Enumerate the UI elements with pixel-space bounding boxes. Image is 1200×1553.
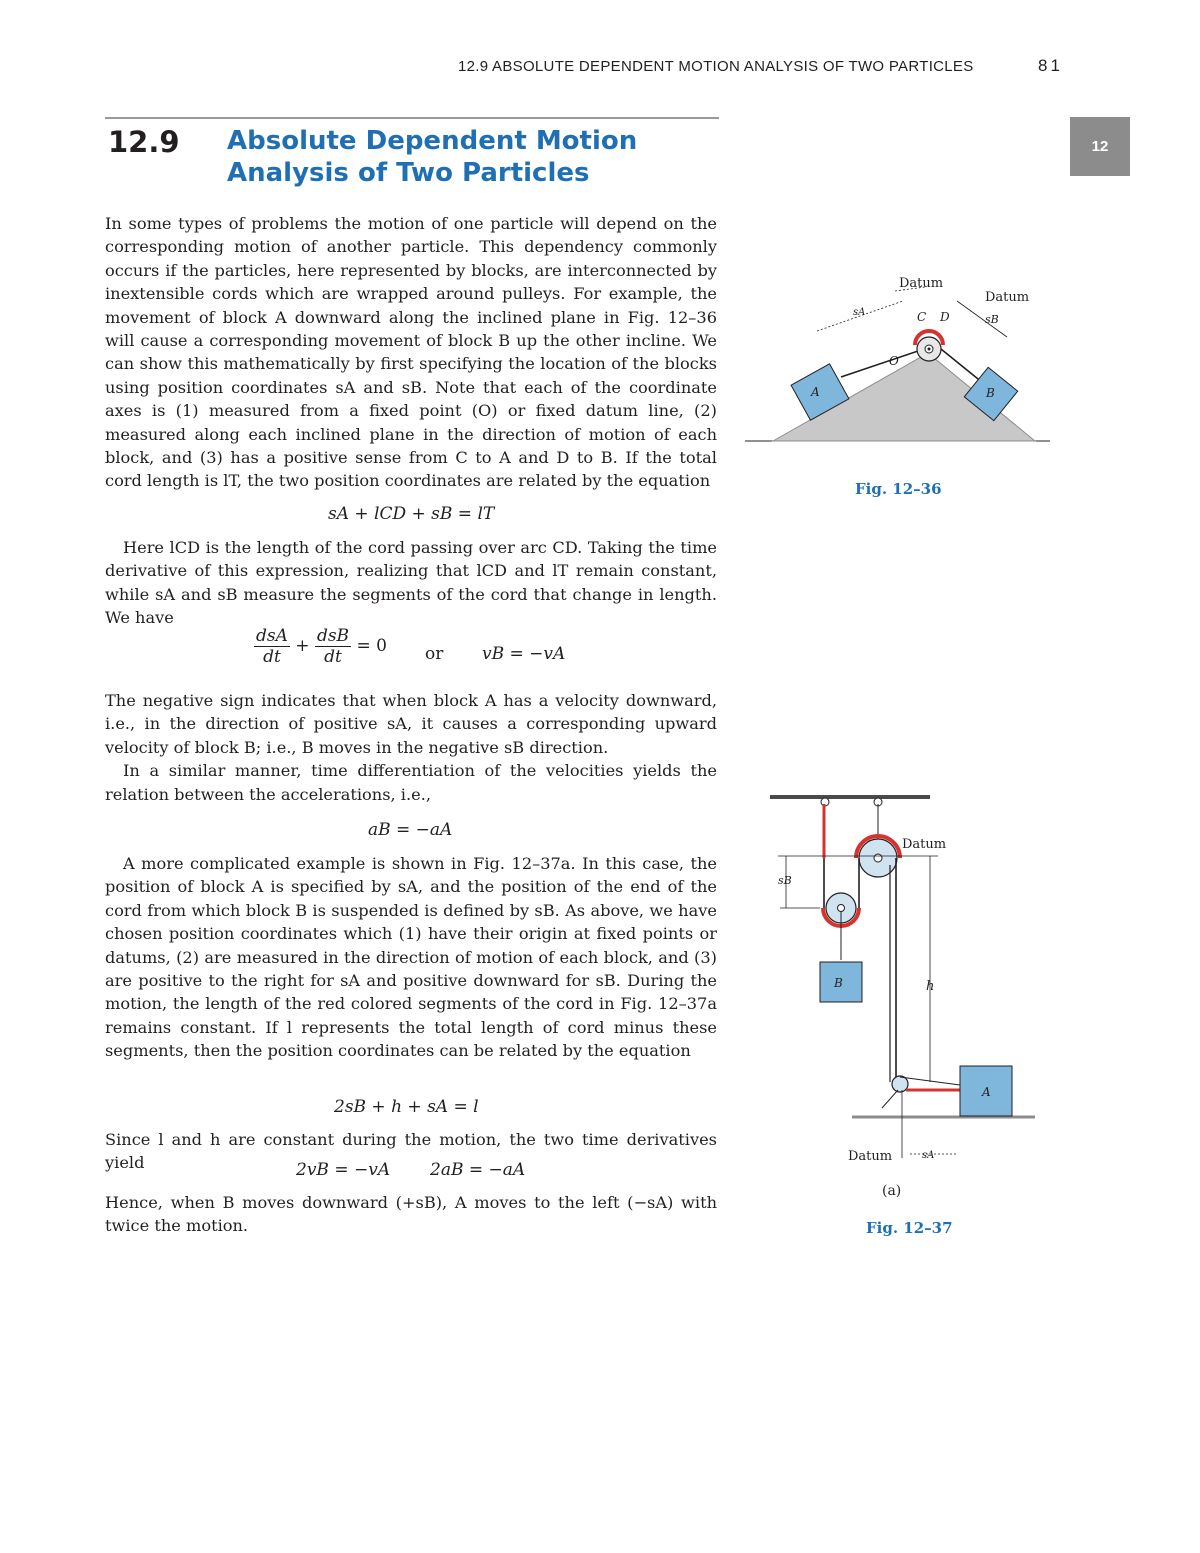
label-sA: sA bbox=[922, 1150, 935, 1161]
section-title-line1: Absolute Dependent Motion bbox=[227, 126, 638, 156]
paragraph-2-text: Here lCD is the length of the cord passing over arc CD. Taking the time derivative of this expression, realizing that lCD and lT remain constant, while sA and sB measure the segments of the cord that change in length. We have bbox=[105, 538, 717, 628]
equation-5a: 2vB = −vA bbox=[296, 1160, 391, 1180]
paragraph-7-text: Hence, when B moves downward (+sB), A moves to the left (−sA) with twice the motion. bbox=[105, 1193, 717, 1236]
label-sA: sA bbox=[853, 307, 866, 318]
corner-support bbox=[882, 1090, 898, 1108]
pulley-axle bbox=[928, 348, 931, 351]
running-head: 12.9 ABSOLUTE DEPENDENT MOTION ANALYSIS OF TWO PARTICLES bbox=[458, 58, 974, 75]
paragraph-2 bbox=[105, 536, 717, 630]
equation-3: aB = −aA bbox=[368, 820, 453, 840]
paragraph-1 bbox=[105, 212, 717, 493]
equation-4: 2sB + h + sA = l bbox=[334, 1097, 479, 1117]
label-sB: sB bbox=[778, 874, 792, 887]
label-h: h bbox=[926, 979, 935, 994]
paragraph-5 bbox=[105, 852, 717, 1063]
fraction-dsA-dt bbox=[254, 626, 290, 667]
paragraph-4-text: In a similar manner, time differentiation of the velocities yields the relation between the accelerations, i.e., bbox=[105, 761, 717, 804]
section-title bbox=[227, 125, 707, 189]
label-b: B bbox=[986, 386, 995, 400]
fraction-num: dsA bbox=[256, 626, 288, 646]
label-o: O bbox=[889, 354, 899, 368]
paragraph-3-text: The negative sign indicates that when block A has a velocity downward, i.e., in the direction of positive sA, it causes a corresponding upward velocity of block B; i.e., B moves in the negative sB direction. bbox=[105, 691, 717, 757]
ceiling bbox=[770, 795, 930, 799]
figure-12-36 bbox=[745, 265, 1055, 455]
equals-zero: = 0 bbox=[356, 636, 387, 656]
label-b: B bbox=[834, 976, 843, 990]
equation-2-or: or bbox=[425, 644, 444, 664]
paragraph-3 bbox=[105, 689, 717, 806]
fraction-num: dsB bbox=[316, 626, 350, 646]
plus-sign: + bbox=[295, 636, 310, 656]
fraction-den: dt bbox=[324, 647, 342, 667]
figure-12-37 bbox=[770, 790, 1040, 1170]
paragraph-6-text: Since l and h are constant during the motion, the two time derivatives yield bbox=[105, 1130, 717, 1173]
paragraph-1-text: In some types of problems the motion of one particle will depend on the corresponding motion of another particle. This dependency commonly occurs if the particles, here represented by blocks, are interconnected by inextensible cords which are wrapped around pulleys. For example, the movement of block A downward along the inclined plane in Fig. 12–36 will cause a corresponding movement of block B up the other incline. We can show this mathematically by first specifying the location of the blocks using position coordinates sA and sB. Note that each of the coordinate axes is (1) measured from a fixed point (O) or fixed datum line, (2) measured along each inclined plane in the direction of motion of each block, and (3) has a positive sense from C to A and D to B. If the total cord length is lT, the two position coordinates are related by the equation bbox=[105, 214, 717, 491]
paragraph-5-text: A more complicated example is shown in Fig. 12–37a. In this case, the position of block A is specified by sA, and the position of the end of the cord from which block B is suspended is defined by sB. As above, we have chosen position coordinates which (1) have their origin at fixed points or datums, (2) are measured in the direction of motion of each block, and (3) are positive to the right for sA and positive downward for sB. During the motion, the length of the red colored segments of the cord in Fig. 12–37a remains constant. If l represents the total length of cord minus these segments, then the position coordinates can be related by the equation bbox=[105, 854, 717, 1061]
chapter-tab: 12 bbox=[1070, 117, 1130, 176]
corner-pulley bbox=[892, 1076, 908, 1092]
equation-2 bbox=[254, 626, 387, 667]
figure-12-37-sub: (a) bbox=[882, 1183, 902, 1199]
figure-12-37-caption: Fig. 12–37 bbox=[866, 1219, 953, 1237]
label-sB: sB bbox=[985, 313, 999, 326]
figure-12-36-caption: Fig. 12–36 bbox=[855, 480, 942, 498]
label-d: D bbox=[940, 310, 950, 324]
label-datum-right: Datum bbox=[985, 290, 1030, 305]
label-datum-top: Datum bbox=[902, 837, 947, 852]
equation-1: sA + lCD + sB = lT bbox=[328, 504, 495, 524]
label-c: C bbox=[917, 310, 927, 324]
label-a: A bbox=[982, 1085, 991, 1099]
top-pulley-hub bbox=[874, 854, 882, 862]
page-number: 81 bbox=[1038, 56, 1063, 75]
label-a: A bbox=[811, 385, 820, 399]
fraction-den: dt bbox=[263, 647, 281, 667]
dim-line-sB bbox=[957, 301, 1007, 337]
equation-2-right: vB = −vA bbox=[482, 644, 566, 664]
fraction-dsB-dt bbox=[315, 626, 351, 667]
section-title-line2: Analysis of Two Particles bbox=[227, 158, 590, 188]
paragraph-7 bbox=[105, 1191, 717, 1238]
section-rule bbox=[105, 117, 719, 119]
label-datum-top: Datum bbox=[899, 276, 944, 291]
section-number: 12.9 bbox=[108, 125, 180, 159]
label-datum-bottom: Datum bbox=[848, 1149, 893, 1164]
lower-pulley-hub bbox=[838, 905, 845, 912]
equation-5b: 2aB = −aA bbox=[430, 1160, 526, 1180]
paragraph-6 bbox=[105, 1128, 717, 1175]
